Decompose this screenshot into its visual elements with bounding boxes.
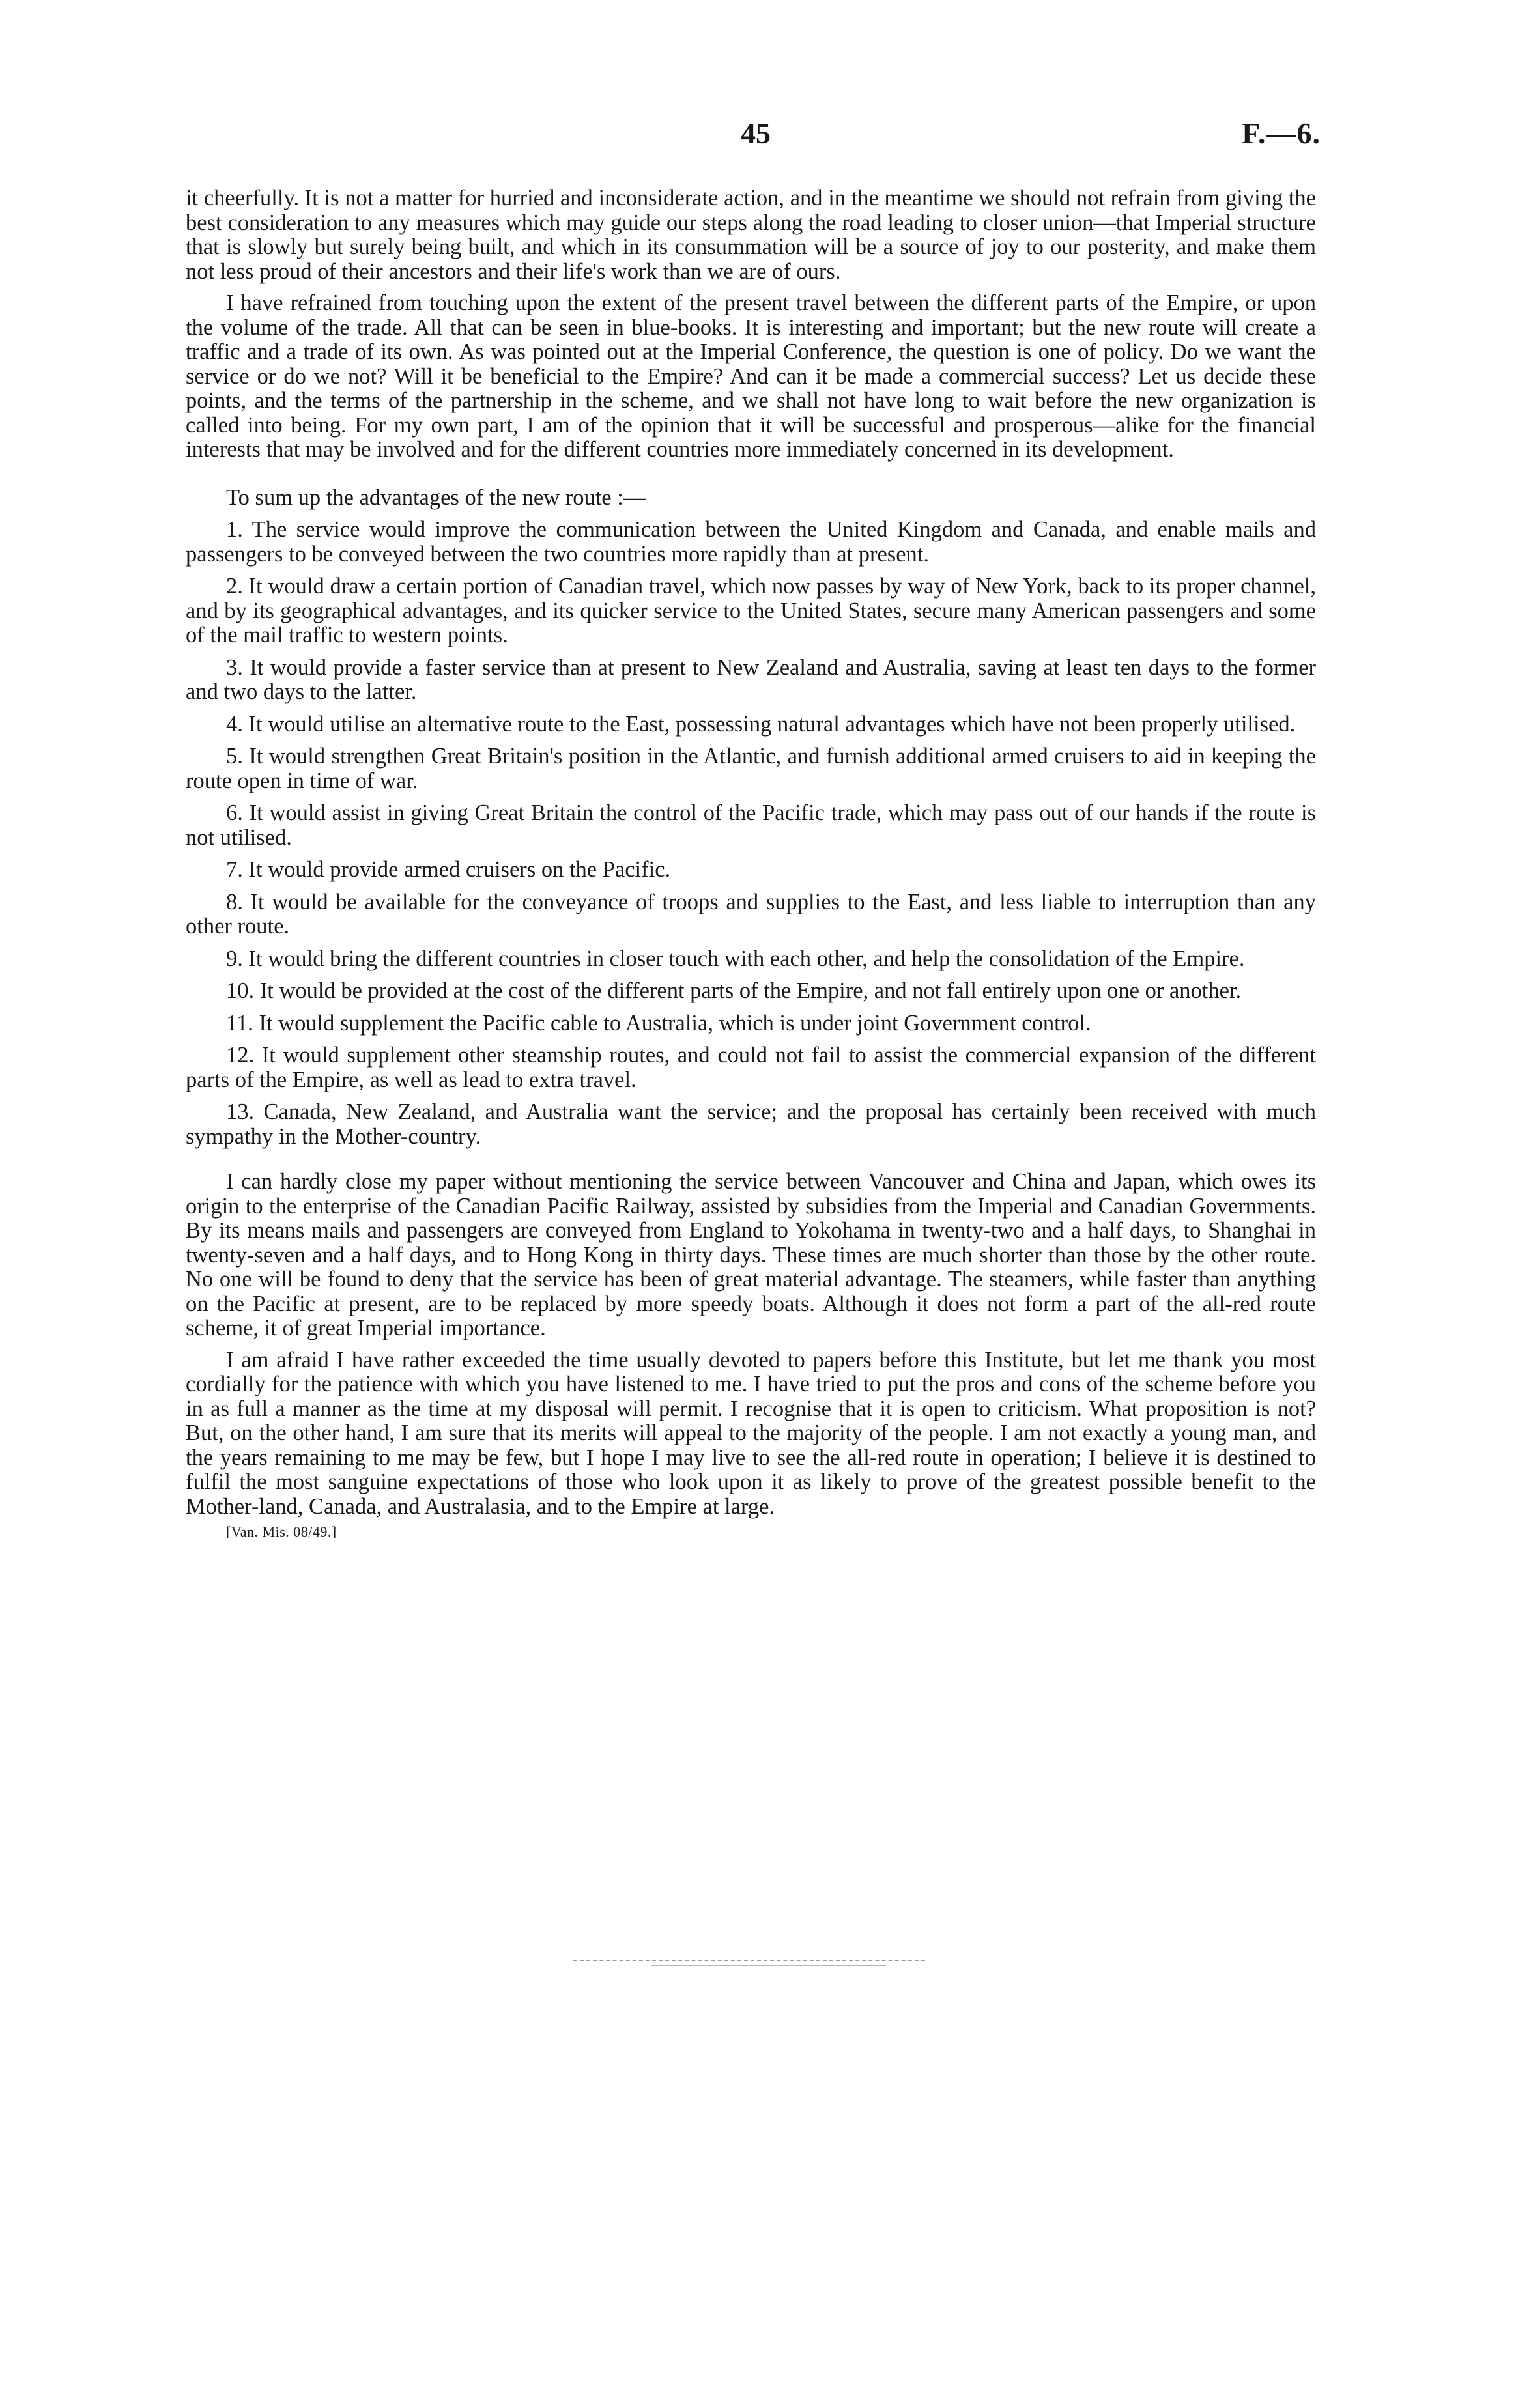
advantage-item: 11. It would supplement the Pacific cable to Australia, which is under joint Government control. bbox=[226, 1010, 1091, 1036]
document-reference: F.—6. bbox=[1242, 117, 1321, 150]
paragraph: I am afraid I have rather exceeded the time usually devoted to papers before this Institute, but let me thank you most cordially for the patience with which you have listened to me. I have tried to put the pros and cons of the scheme before you in as full a manner as the time at my disposal will permit. I recognise that it is open to criticism. What proposition is not? But, on the other hand, I am sure that its merits will appeal to the majority of the people. I am not exactly a young man, and the years remaining to me may be few, but I hope I may live to see the all-red route in operation; I believe it is destined to fulfil the most sanguine expectations of those who look upon it as likely to prove of the greatest possible benefit to the Mother-land, Canada, and Australasia, and to the Empire at large. bbox=[186, 1347, 1316, 1519]
file-reference: [Van. Mis. 08/49.] bbox=[226, 1523, 337, 1540]
advantage-item: 10. It would be provided at the cost of the different parts of the Empire, and not fall entirely upon one or another. bbox=[226, 978, 1242, 1003]
advantage-item: 12. It would supplement other steamship routes, and could not fail to assist the commercial expansion of the different parts of the Empire, as well as lead to extra travel. bbox=[186, 1043, 1316, 1092]
body-text bbox=[186, 186, 1316, 1541]
page-number: 45 bbox=[741, 117, 771, 150]
advantage-item: 7. It would provide armed cruisers on the Pacific. bbox=[226, 857, 671, 882]
advantage-item: 3. It would provide a faster service than at present to New Zealand and Australia, saving at least ten days to the former and two days to the latter. bbox=[186, 655, 1316, 704]
end-rule bbox=[651, 1965, 886, 1966]
summary-intro: To sum up the advantages of the new route :— bbox=[226, 485, 646, 510]
paragraph: it cheerfully. It is not a matter for hurried and inconsiderate action, and in the meantime we should not refrain from giving the best consideration to any measures which may guide our steps along the road leading to closer union—that Imperial structure that is slowly but surely being built, and which in its consummation will be a source of joy to our posterity, and make them not less proud of their ancestors and their life's work than we are of ours. bbox=[186, 186, 1316, 284]
advantage-item: 4. It would utilise an alternative route to the East, possessing natural advantages which have not been properly utilised. bbox=[226, 711, 1296, 737]
advantage-item: 2. It would draw a certain portion of Canadian travel, which now passes by way of New York, back to its proper channel, and by its geographical advantages, and its quicker service to the United States, secure many American passengers and some of the mail traffic to western points. bbox=[186, 574, 1316, 647]
advantage-item: 5. It would strengthen Great Britain's position in the Atlantic, and furnish additional armed cruisers to aid in keeping the route open in time of war. bbox=[186, 744, 1316, 793]
advantage-item: 13. Canada, New Zealand, and Australia want the service; and the proposal has certainly been received with much sympathy in the Mother-country. bbox=[186, 1099, 1316, 1149]
end-rule bbox=[573, 1960, 925, 1961]
advantage-item: 1. The service would improve the communication between the United Kingdom and Canada, and enable mails and passengers to be conveyed between the two countries more rapidly than at present. bbox=[186, 517, 1316, 567]
advantage-item: 6. It would assist in giving Great Britain the control of the Pacific trade, which may pass out of our hands if the route is not utilised. bbox=[186, 800, 1316, 850]
paragraph: I have refrained from touching upon the extent of the present travel between the different parts of the Empire, or upon the volume of the trade. All that can be seen in blue-books. It is interesting and important; but the new route will create a traffic and a trade of its own. As was pointed out at the Imperial Conference, the question is one of policy. Do we want the service or do we not? Will it be beneficial to the Empire? And can it be made a commercial success? Let us decide these points, and the terms of the partnership in the scheme, and we shall not have long to wait before the new organization is called into being. For my own part, I am of the opinion that it will be successful and prosperous—alike for the financial interests that may be involved and for the different countries more immediately concerned in its development. bbox=[186, 290, 1316, 462]
paragraph: I can hardly close my paper without mentioning the service between Vancouver and China and Japan, which owes its origin to the enterprise of the Canadian Pacific Railway, assisted by subsidies from the Imperial and Canadian Governments. By its means mails and passengers are conveyed from England to Yokohama in twenty-two and a half days, to Shanghai in twenty-seven and a half days, and to Hong Kong in thirty days. These times are much shorter than those by the other route. No one will be found to deny that the service has been of great material advantage. The steamers, while faster than anything on the Pacific at present, are to be replaced by more speedy boats. Although it does not form a part of the all-red route scheme, it of great Imperial importance. bbox=[186, 1169, 1316, 1340]
advantage-item: 9. It would bring the different countries in closer touch with each other, and help the consolidation of the Empire. bbox=[226, 946, 1245, 971]
advantage-item: 8. It would be available for the conveyance of troops and supplies to the East, and less liable to interruption than any other route. bbox=[186, 889, 1316, 939]
